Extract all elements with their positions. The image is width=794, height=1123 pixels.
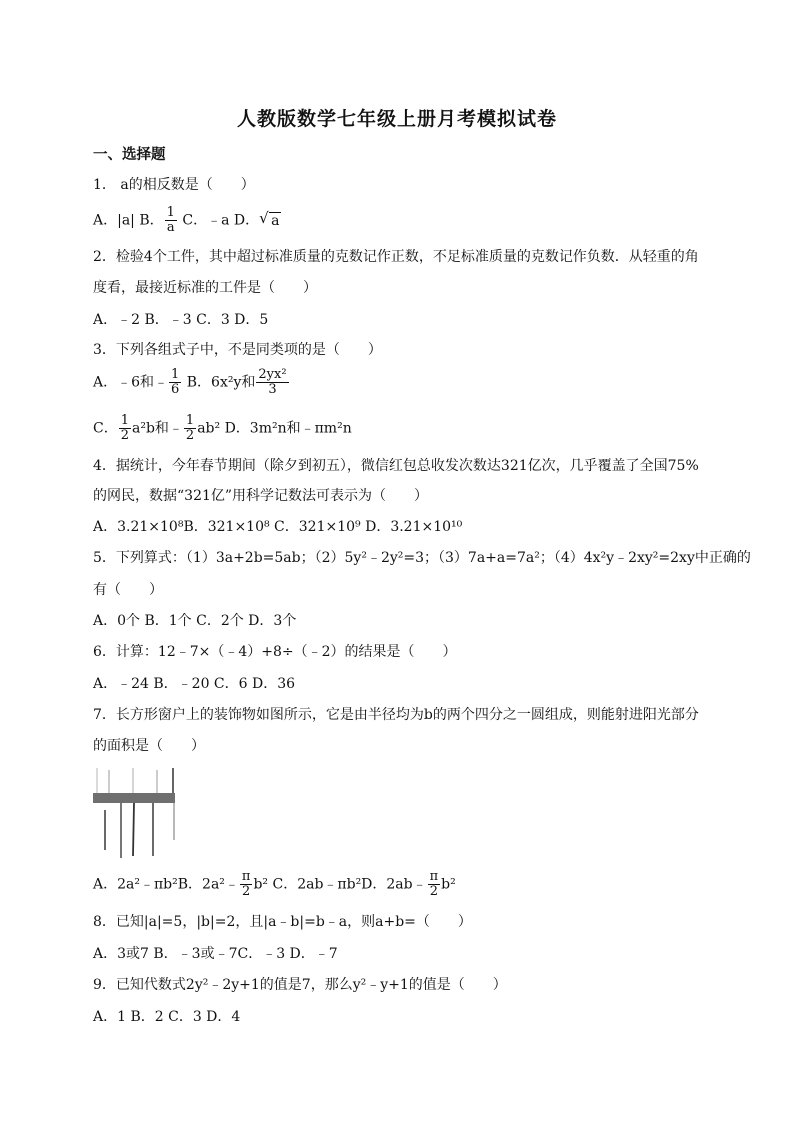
question-2-line-1: 2．检验4个工件，其中超过标准质量的克数记作正数，不足标准质量的克数记作负数．从轻重的角 bbox=[93, 249, 699, 265]
question-6: 6．计算：12﹣7×（﹣4）+8÷（﹣2）的结果是（ ） bbox=[93, 644, 457, 660]
window-decoration-figure bbox=[93, 768, 177, 860]
question-5-line-2: 有（ ） bbox=[93, 582, 163, 598]
question-3-options-cd: C． $\frac{1}{2}$ a²b和﹣ $\frac{1}{2}$ ab² D．3m²n和﹣πm²n bbox=[93, 413, 352, 443]
question-8-options: A．3或7 B．﹣3或﹣7C．﹣3 D．﹣7 bbox=[93, 946, 338, 962]
fraction: $\frac{1}{a}$ bbox=[166, 205, 175, 235]
question-7-line-2: 的面积是（ ） bbox=[93, 738, 205, 754]
question-7-line-1: 7．长方形窗户上的装饰物如图所示，它是由半径均为b的两个四分之一圆组成，则能射进阳光部分 bbox=[93, 707, 699, 723]
question-3-options-ab: A．﹣6和﹣ $\frac{1}{6}$ B．6x²y和 $\frac{\text{2yx²}}{3}$ bbox=[93, 367, 287, 397]
question-8: 8．已知|a|=5，|b|=2，且|a﹣b|=b﹣a，则a+b=（ ） bbox=[93, 914, 472, 930]
question-3: 3．下列各组式子中，不是同类项的是（ ） bbox=[93, 342, 382, 358]
question-5-options: A．0个 B．1个 C．2个 D．3个 bbox=[93, 613, 297, 629]
question-9-options: A．1 B．2 C．3 D．4 bbox=[93, 1009, 241, 1025]
question-1-options: A．|a| B． $\frac{1}{a}$ C．﹣a D． √ a bbox=[93, 205, 280, 235]
question-5-line-1: 5．下列算式：（1）3a+2b=5ab；（2）5y²﹣2y²=3；（3）7a+a=7a²；（4）4x²y﹣2xy²=2xy中正确的 bbox=[93, 550, 751, 566]
fraction: $\frac{1}{6}$ bbox=[171, 367, 180, 397]
fraction: $\frac{1}{2}$ bbox=[120, 413, 129, 443]
question-4-options: A．3.21×10⁸B．321×10⁸ C．321×10⁹ D．3.21×10¹⁰ bbox=[93, 519, 463, 535]
question-2-options: A．﹣2 B．﹣3 C．3 D．5 bbox=[93, 312, 269, 328]
question-2-line-2: 度看，最接近标准的工件是（ ） bbox=[93, 280, 317, 296]
fraction: $\frac{\pi}{2}$ bbox=[429, 869, 439, 899]
question-1: 1． a的相反数是（ ） bbox=[93, 177, 255, 193]
fraction: $\frac{\text{2yx²}}{3}$ bbox=[258, 367, 287, 397]
question-4-line-2: 的网民，数据“321亿”用科学记数法可表示为（ ） bbox=[93, 488, 429, 504]
page-title: 人教版数学七年级上册月考模拟试卷 bbox=[236, 108, 557, 130]
fraction: $\frac{1}{2}$ bbox=[185, 413, 195, 443]
question-4-line-1: 4．据统计，今年春节期间（除夕到初五），微信红包总收发次数达321亿次，几乎覆盖了全国75% bbox=[93, 458, 699, 474]
sqrt-symbol: √ a bbox=[259, 208, 280, 229]
section-heading: 一、选择题 bbox=[93, 146, 166, 163]
fraction: $\frac{\pi}{2}$ bbox=[241, 869, 251, 899]
question-7-options: A．2a²﹣πb²B．2a²﹣ $\frac{\pi}{2}$ b² C．2ab﹣πb²D．2ab﹣ $\frac{\pi}{2}$ b² bbox=[93, 869, 456, 899]
question-6-options: A．﹣24 B．﹣20 C．6 D．36 bbox=[93, 676, 296, 692]
question-9: 9．已知代数式2y²﹣2y+1的值是7，那么y²﹣y+1的值是（ ） bbox=[93, 977, 507, 993]
